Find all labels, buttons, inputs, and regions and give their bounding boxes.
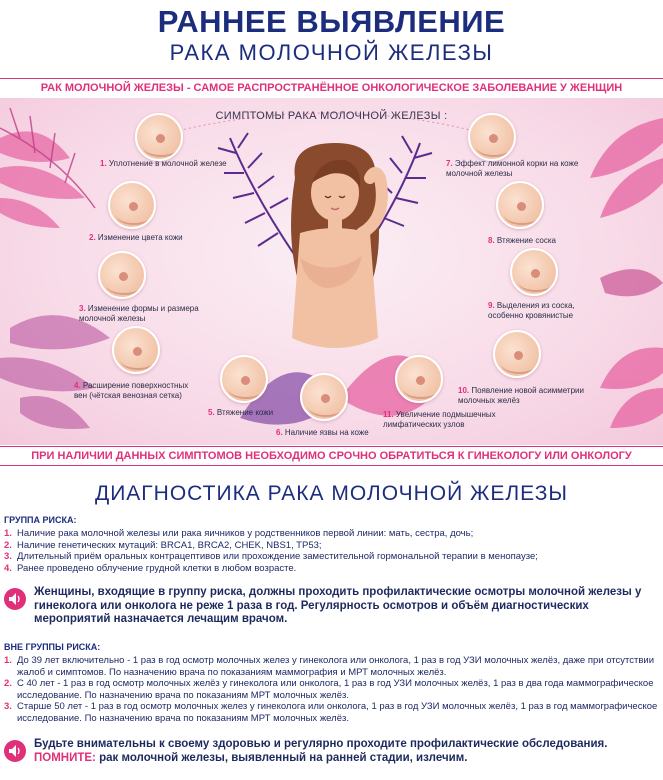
list-item: 3. Старше 50 лет - 1 раз в год осмотр молочных желез у гинеколога или онколога, 1 раз в год УЗИ молочных желёз, 1 раз в год маммографическое исследование. По назначению врача по показаниям МРТ молочных желёз. <box>4 701 658 724</box>
symptom-2-label: 2. Изменение цвета кожи <box>89 233 183 242</box>
symptom-10-label: 10. Появление новой асимметрии молочных желёз <box>458 386 584 405</box>
list-item: 2. Наличие генетических мутаций: BRCA1, BRCA2, CHEK, NBS1, TP53; <box>4 539 322 551</box>
symptom-11-image <box>395 355 443 403</box>
page-title: РАННЕЕ ВЫЯВЛЕНИЕ <box>157 4 506 39</box>
list-item: 1. До 39 лет включительно - 1 раз в год осмотр молочных желез у гинеколога или онколога, 1 раз в год УЗИ молочных желёз, даже при отсутствии жалоб и симптомов. По назначению врача по показаниям маммография и МРТ молочных желёз. <box>4 655 655 678</box>
woman-illustration <box>270 138 400 388</box>
warning-banner: ПРИ НАЛИЧИИ ДАННЫХ СИМПТОМОВ НЕОБХОДИМО СРОЧНО ОБРАТИТЬСЯ К ГИНЕКОЛОГУ ИЛИ ОНКОЛОГУ <box>31 450 632 462</box>
risk-group-list <box>4 528 659 574</box>
speaker-icon <box>4 588 26 610</box>
divider-top <box>0 78 663 79</box>
speaker-icon <box>4 740 26 762</box>
final-notice-line2: ПОМНИТЕ: рак молочной железы, выявленный на ранней стадии, излечим. <box>34 751 468 764</box>
risk-notice: Женщины, входящие в группу риска, должны проходить профилактические осмотры молочной железы у гинеколога или онколога не реже 1 раза в год. Регулярность осмотров и объём диагностических мероприятий назначается лечащим врачом. <box>4 586 659 627</box>
symptom-7-label: 7. Эффект лимонной корки на коже молочной железы <box>446 159 579 178</box>
symptom-6-label: 6. Наличие язвы на коже <box>276 428 369 437</box>
final-notice <box>4 738 659 765</box>
symptom-6-image <box>300 373 348 421</box>
symptom-3-image <box>98 251 146 299</box>
symptom-9-image <box>510 248 558 296</box>
symptom-5-label: 5. Втяжение кожи <box>208 408 274 417</box>
outside-group-title: ВНЕ ГРУППЫ РИСКА: <box>4 642 101 652</box>
divider-warning <box>0 446 663 447</box>
symptoms-heading: СИМПТОМЫ РАКА МОЛОЧНОЙ ЖЕЛЕЗЫ : <box>215 110 448 122</box>
symptom-4-image <box>112 326 160 374</box>
symptom-8-label: 8. Втяжение соска <box>488 236 556 245</box>
page-subtitle: РАКА МОЛОЧНОЙ ЖЕЛЕЗЫ <box>169 40 494 65</box>
final-notice-line1: Будьте внимательны к своему здоровью и регулярно проходите профилактические обследования. <box>34 738 608 750</box>
symptom-7-image <box>468 113 516 161</box>
symptom-5-image <box>220 355 268 403</box>
symptom-11-label: 11. Увеличение подмышечных лимфатических узлов <box>383 410 496 429</box>
symptom-3-label: 3. Изменение формы и размера молочной железы <box>79 304 199 323</box>
outside-group-list <box>4 655 659 724</box>
symptoms-panel <box>0 98 663 445</box>
symptom-2-image <box>108 181 156 229</box>
list-item: 3. Длительный приём оральных контрацептивов или прохождение заместительной гормональной терапии в менопаузе; <box>4 551 538 562</box>
list-item: 2. С 40 лет - 1 раз в год осмотр молочных желёз у гинеколога или онколога, 1 раз в год УЗИ молочных желёз, 1 раз в два года маммографическое исследование. По назначению врача по показаниям МРТ молочных желёз. <box>4 678 654 701</box>
symptom-1-image <box>135 113 183 161</box>
symptom-1-label: 1. Уплотнение в молочной железе <box>100 159 227 168</box>
risk-group-title: ГРУППА РИСКА: <box>4 515 77 525</box>
list-item: 1. Наличие рака молочной железы или рака яичников у родственников первой линии: мать, сестра, дочь; <box>4 528 474 539</box>
symptom-8-image <box>496 181 544 229</box>
symptom-9-label: 9. Выделения из соска, особенно кровянистые <box>488 301 575 320</box>
list-item: 4. Ранее проведено облучение грудной клетки в любом возрасте. <box>4 562 297 574</box>
remember-label: ПОМНИТЕ: <box>34 751 96 764</box>
divider-warning-bottom <box>0 465 663 466</box>
symptom-10-image <box>493 330 541 378</box>
diagnostics-title: ДИАГНОСТИКА РАКА МОЛОЧНОЙ ЖЕЛЕЗЫ <box>94 482 568 505</box>
banner-top: РАК МОЛОЧНОЙ ЖЕЛЕЗЫ - САМОЕ РАСПРОСТРАНЁННОЕ ОНКОЛОГИЧЕСКОЕ ЗАБОЛЕВАНИЕ У ЖЕНЩИН <box>40 82 623 94</box>
symptom-4-label: 4. Расширение поверхностных вен (чётская венозная сетка) <box>74 381 189 400</box>
